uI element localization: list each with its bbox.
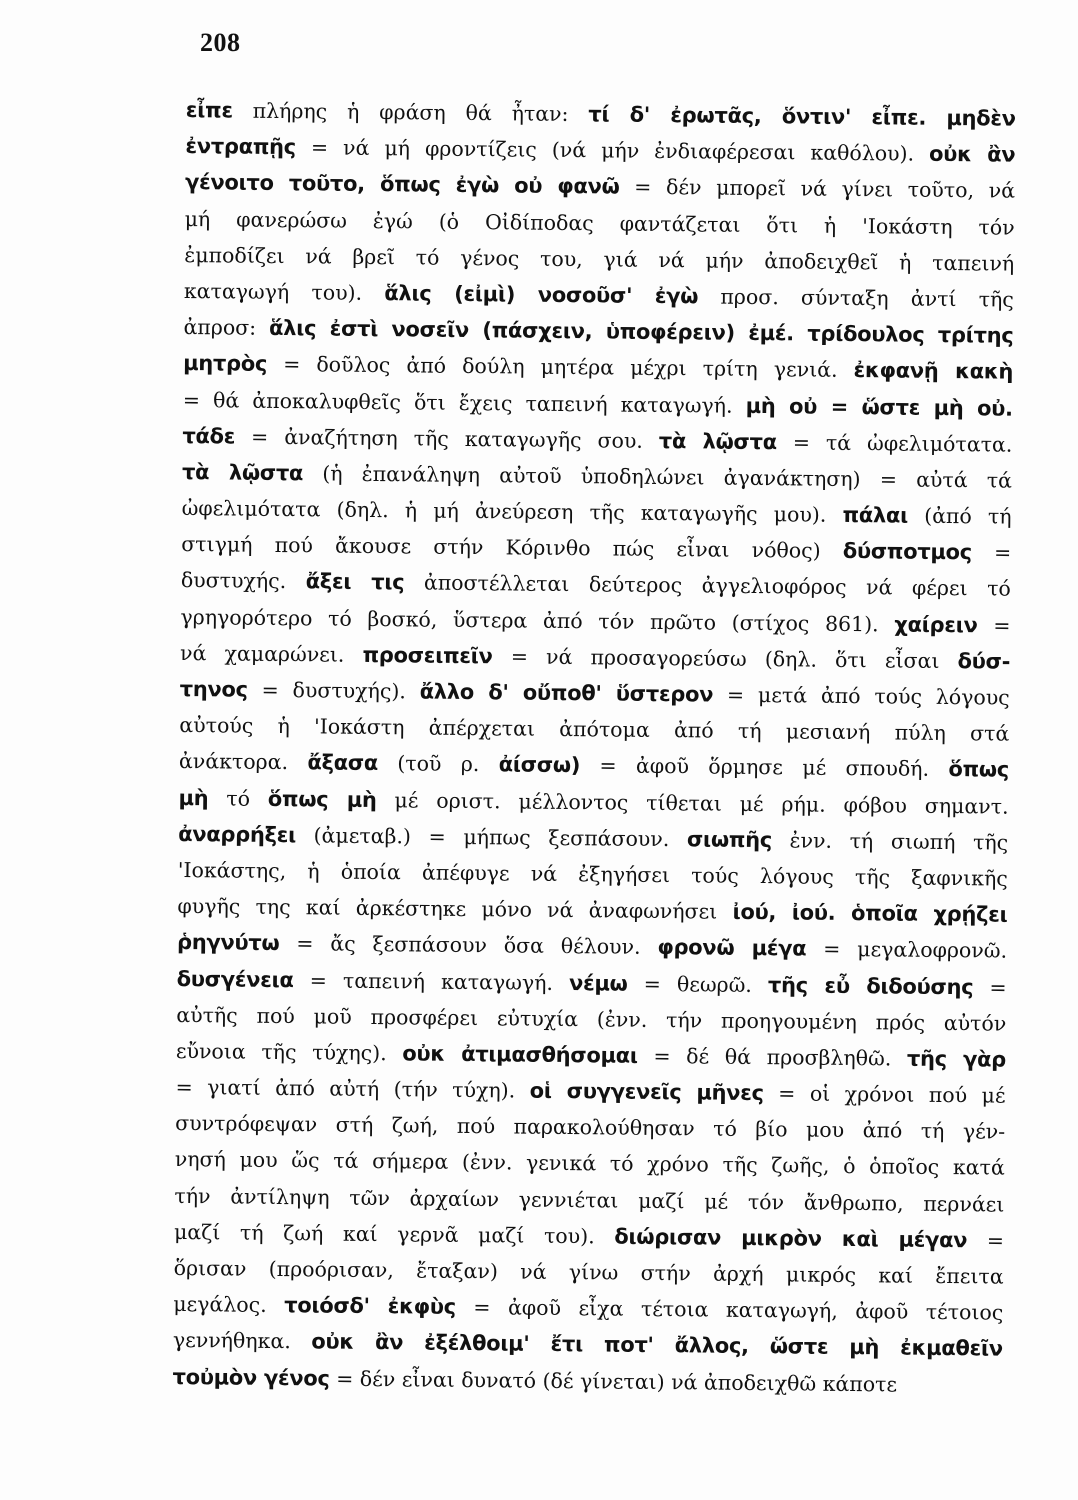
bold-lemma: τὰ λῷστα: [658, 428, 777, 454]
bold-lemma: ἄλλο δ' οὔποθ' ὕστερον: [419, 679, 714, 707]
bold-lemma: τάδε: [182, 423, 236, 449]
bold-lemma: γένοιτο τοῦτο, ὅπως ἐγὼ οὐ φανῶ: [184, 170, 620, 199]
bold-lemma: φρονῶ μέγα: [657, 935, 807, 961]
gloss-text: = μεγαλοφρονῶ.: [806, 936, 1008, 963]
gloss-text: 'Ιοκάστης, ἡ ὁποία ἀπέφυγε νά ἐξηγήσει τούς λόγους τῆς ξαφνικῆς: [177, 857, 1008, 891]
bold-lemma: νέμω: [568, 970, 628, 996]
bold-lemma: δυσγένεια: [176, 966, 294, 992]
bold-lemma: τοὐμὸν γένος: [172, 1364, 330, 1391]
bold-lemma: μητρὸς: [183, 351, 268, 377]
gloss-text: = μετά ἀπό τούς λόγους: [713, 682, 1010, 710]
gloss-text: αὐτῆς πού μοῦ προσφέρει εὐτυχία (ἐνν. τήν προηγουμένη πρός αὐτόν: [176, 1002, 1007, 1036]
gloss-text: (ἀπό τή: [907, 503, 1012, 529]
bold-lemma: ἄξασα: [307, 750, 379, 776]
bold-lemma: διώρισαν μικρὸν καὶ μέγαν: [614, 1224, 968, 1253]
gloss-text: καταγωγή του).: [183, 278, 385, 306]
gloss-text: = δέν εἶναι δυνατό (δέ γίνεται) νά ἀποδειχθῶ κάποτε: [329, 1366, 898, 1397]
gloss-text: μεγάλος.: [173, 1292, 285, 1318]
bold-lemma: οὐκ ἀτιμασθήσομαι: [402, 1041, 638, 1068]
gloss-text: εὔνοια τῆς τύχης).: [175, 1038, 403, 1066]
gloss-text: =: [977, 612, 1011, 638]
bold-lemma: τί δ' ἐρωτᾶς, ὅντιν' εἶπε. μηδὲν: [588, 102, 1016, 131]
bold-lemma: ἐντραπῇς: [185, 134, 297, 160]
gloss-text: = θά ἀποκαλυφθεῖς ὅτι ἔχεις ταπεινή καταγωγή.: [182, 387, 746, 418]
bold-lemma: μὴ: [178, 785, 209, 810]
gloss-text: = θεωρῶ.: [627, 971, 769, 997]
gloss-text: ἀποστέλλεται δεύτερος ἀγγελιοφόρος νά φέρει τό: [404, 570, 1011, 602]
bold-lemma: εἶπε: [185, 97, 233, 123]
gloss-text: = δοῦλος ἀπό δούλη μητέρα μέχρι τρίτη γενιά.: [266, 352, 854, 383]
bold-lemma: τοιόσδ' ἐκφὺς: [284, 1293, 456, 1320]
gloss-text: ἀνάκτορα.: [178, 749, 308, 775]
gloss-text: = δέ θά προσβληθῶ.: [637, 1043, 908, 1071]
bold-lemma: δύσ-: [957, 648, 1011, 674]
bold-lemma: οὐκ ἂν ἐξέλθοιμ' ἔτι ποτ' ἄλλος, ὥστε μὴ ἐκμαθεῖν: [311, 1329, 1003, 1361]
gloss-text: γρηγορότερο τό βοσκό, ὕστερα ἀπό τόν πρῶτο (στίχος 861).: [180, 604, 895, 637]
gloss-text: = ταπεινή καταγωγή.: [293, 967, 570, 995]
bold-lemma: ἅλις ἐστὶ νοσεῖν (πάσχειν, ὑποφέρειν) ἐμέ. τρίδουλος τρίτης: [268, 316, 1014, 348]
bold-lemma: τηνος: [179, 676, 248, 702]
bold-lemma: τὰ λῷστα: [181, 459, 304, 486]
bold-lemma: μὴ οὐ = ὥστε μὴ οὐ.: [745, 393, 1013, 421]
bold-lemma: ὅπως μὴ: [267, 786, 377, 812]
gloss-text: = ἄς ξεσπάσουν ὅσα θέλουν.: [279, 931, 658, 960]
gloss-text: γεννήθηκα.: [172, 1328, 312, 1354]
bold-lemma: ἰού, ἰού. ὁποῖα χρῄζει: [732, 899, 1008, 927]
gloss-text: = ἀφοῦ ὅρμησε μέ σπουδή.: [579, 753, 949, 782]
bold-lemma: ἀίσσω): [498, 752, 581, 778]
gloss-text: δυστυχής.: [180, 568, 306, 594]
bold-lemma: ἐκφανῇ κακὴ: [853, 358, 1014, 384]
gloss-text: =: [971, 540, 1012, 565]
gloss-text: = ἀναζήτηση τῆς καταγωγῆς σου.: [235, 424, 659, 453]
gloss-text: νησή μου ὥς τά σήμερα (ἐνν. γενικά τό χρόνο τῆς ζωῆς, ὁ ὁποῖος κατά: [174, 1147, 1005, 1181]
gloss-text: =: [967, 1228, 1005, 1253]
bold-lemma: τῆς εὖ διδούσης: [767, 972, 974, 999]
bold-lemma: ἄξει τις: [305, 569, 405, 595]
bold-lemma: δύσποτμος: [842, 539, 972, 565]
gloss-text: (τοῦ ρ.: [377, 751, 499, 777]
gloss-text: τήν ἀντίληψη τῶν ἀρχαίων γεννιέται μαζί μέ τόν ἄνθρωπο, περνάει: [174, 1183, 1005, 1217]
gloss-text: = τά ὠφελιμότατα.: [776, 429, 1013, 457]
bold-lemma: σιωπῆς: [686, 827, 773, 852]
bold-lemma: χαίρειν: [894, 612, 978, 637]
bold-lemma: ἀναρρήξει: [178, 821, 297, 847]
gloss-text: συντρόφεψαν στή ζωή, πού παρακολούθησαν τό βίο μου ἀπό τή γέν-: [175, 1111, 1006, 1144]
gloss-text: νά χαμαρώνει.: [180, 640, 363, 667]
gloss-text: στιγμή πού ἄκουσε στήν Κόρινθο πώς εἶναι νόθος): [181, 532, 843, 564]
commentary-text-block: [172, 92, 1016, 1403]
bold-lemma: ὅπως: [948, 757, 1010, 783]
gloss-text: (ἡ ἐπανάληψη αὐτοῦ ὑποδηλώνει ἀγανάκτηση) = αὐτά τά: [303, 461, 1013, 493]
gloss-text: ἐνν. τή σιωπή τῆς: [771, 827, 1009, 855]
bold-lemma: ἅλις (εἰμὶ) νοσοῦσ' ἐγὼ: [384, 281, 699, 309]
gloss-text: = δέν μπορεῖ νά γίνει τοῦτο, νά: [619, 174, 1016, 204]
gloss-text: αὐτούς ἡ 'Ιοκάστη ἀπέρχεται ἀπότομα ἀπό τή μεσιανή πύλη στά: [179, 713, 1010, 746]
bold-lemma: πάλαι: [842, 502, 909, 528]
bold-lemma: οὐκ ἂν: [928, 141, 1016, 167]
gloss-text: = ἀφοῦ εἶχα τέτοια καταγωγή, ἀφοῦ τέτοιος: [455, 1295, 1004, 1325]
gloss-text: = δυστυχής).: [247, 677, 420, 704]
gloss-text: = νά προσαγορεύσω (δηλ. ὅτι εἶσαι: [492, 644, 958, 673]
gloss-text: ἀπροσ:: [183, 315, 270, 341]
gloss-text: = γιατί ἀπό αὐτή (τήν τύχη).: [175, 1075, 530, 1103]
gloss-text: μαζί τή ζωή καί γερνᾶ μαζί του).: [173, 1219, 615, 1249]
gloss-text: = νά μή φροντίζεις (νά μήν ἐνδιαφέρεσαι καθόλου).: [295, 135, 930, 166]
gloss-text: πλήρης ἡ φράση θά ἦταν:: [232, 98, 589, 127]
page-number: 208: [200, 28, 241, 57]
gloss-text: προσ. σύνταξη ἀντί τῆς: [698, 284, 1014, 312]
bold-lemma: οἱ συγγενεῖς μῆνες: [529, 1078, 764, 1106]
gloss-text: =: [973, 974, 1007, 1000]
gloss-text: μέ οριστ. μέλλοντος τίθεται μέ ρήμ. φόβου σημαντ.: [376, 787, 1009, 819]
gloss-text: = οἱ χρόνοι πού μέ: [763, 1081, 1006, 1108]
gloss-text: ἐμποδίζει νά βρεῖ τό γένος του, γιά νά μήν ἀποδειχθεῖ ἡ ταπεινή: [184, 242, 1015, 276]
gloss-text: μή φανερώσω ἐγώ (ὁ Οἰδίποδας φαντάζεται ὅτι ἡ 'Ιοκάστη τόν: [184, 206, 1015, 240]
bold-lemma: προσειπεῖν: [362, 642, 493, 669]
bold-lemma: τῆς γὰρ: [906, 1046, 1007, 1072]
bold-lemma: ῥηγνύτω: [176, 930, 280, 956]
gloss-text: φυγῆς της καί ἀρκέστηκε μόνο νά ἀναφωνήσει: [177, 894, 733, 924]
gloss-text: ὠφελιμότατα (δηλ. ἡ μή ἀνεύρεση τῆς καταγωγῆς μου).: [181, 496, 843, 527]
gloss-text: ὅρισαν (προόρισαν, ἔταξαν) νά γίνω στήν ἀρχή μικρός καί ἔπειτα: [173, 1255, 1004, 1289]
gloss-text: (ἀμεταβ.) = μήπως ξεσπάσουν.: [295, 822, 688, 852]
gloss-text: τό: [208, 785, 268, 811]
